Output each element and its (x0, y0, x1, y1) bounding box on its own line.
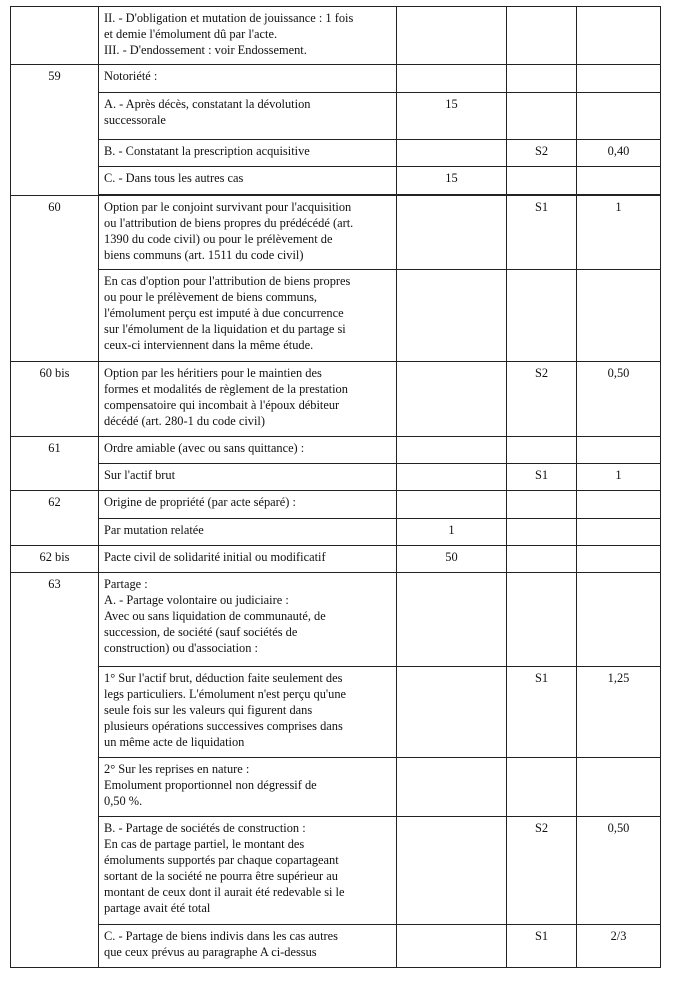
description-cell: Partage : A. - Partage volontaire ou judiciaire : Avec ou sans liquidation de communauté, de succession, de société (sauf sociétés de construction) ou d'association : (99, 573, 397, 667)
table-row (11, 65, 661, 93)
article-number: 60 (11, 196, 99, 362)
description-cell: Origine de propriété (par acte séparé) : (99, 491, 397, 519)
description-cell: B. - Partage de sociétés de construction : En cas de partage partiel, le montant des émoluments supportés par chaque copartageant sortant de la société ne pourra être supérieur au montant de ceux dont il aurait été redevable si le partage avait été total (99, 817, 397, 925)
description-cell: Pacte civil de solidarité initial ou modificatif (99, 546, 397, 573)
table-row (11, 817, 661, 925)
description-cell: II. - D'obligation et mutation de jouissance : 1 fois et demie l'émolument dû par l'acte. III. - D'endossement : voir Endossement. (99, 7, 397, 65)
table-row (11, 546, 661, 573)
table-row (11, 196, 661, 270)
emolument-value: 1 (397, 519, 507, 546)
description-cell: 2° Sur les reprises en nature : Emolument proportionnel non dégressif de 0,50 %. (99, 758, 397, 817)
tranche-value: S2 (507, 140, 577, 167)
rate-cell (577, 7, 661, 65)
article-number: 62 bis (11, 546, 99, 573)
tariff-table (10, 6, 661, 968)
tranche-value: S1 (507, 667, 577, 758)
tranche-value: S1 (507, 925, 577, 968)
table-row (11, 758, 661, 817)
description-cell: B. - Constatant la prescription acquisitive (99, 140, 397, 167)
article-number: 62 (11, 491, 99, 546)
table-row (11, 7, 661, 65)
rate-value: 1,25 (577, 667, 661, 758)
rate-value: 2/3 (577, 925, 661, 968)
emolument-value: 15 (397, 167, 507, 195)
table-row (11, 437, 661, 464)
article-number-cell (11, 7, 99, 65)
description-cell: Sur l'actif brut (99, 464, 397, 491)
table-row (11, 362, 661, 437)
emolument-value: 50 (397, 546, 507, 573)
rate-value: 0,50 (577, 817, 661, 925)
description-cell: Option par les héritiers pour le maintien des formes et modalités de règlement de la prestation compensatoire qui incombait à l'époux débiteur décédé (art. 280-1 du code civil) (99, 362, 397, 437)
table-row (11, 667, 661, 758)
description-cell: C. - Dans tous les autres cas (99, 167, 397, 195)
description-cell: En cas d'option pour l'attribution de biens propres ou pour le prélèvement de biens communs, l'émolument perçu est imputé à due concurrence sur l'émolument de la liquidation et du partage si ceux-ci interviennent dans la même étude. (99, 270, 397, 362)
description-cell: Option par le conjoint survivant pour l'acquisition ou l'attribution de biens propres du prédécédé (art. 1390 du code civil) ou pour le prélèvement de biens communs (art. 1511 du code civil) (99, 196, 397, 270)
rate-value: 0,40 (577, 140, 661, 167)
rate-value: 0,50 (577, 362, 661, 437)
article-number: 63 (11, 573, 99, 968)
table-row (11, 573, 661, 667)
tranche-value: S1 (507, 196, 577, 270)
article-number: 61 (11, 437, 99, 491)
table-row (11, 93, 661, 140)
table-row (11, 270, 661, 362)
description-cell: A. - Après décès, constatant la dévolution successorale (99, 93, 397, 140)
table-row (11, 167, 661, 195)
article-number: 59 (11, 65, 99, 196)
tranche-value: S2 (507, 817, 577, 925)
table-row (11, 140, 661, 167)
tranche-value: S2 (507, 362, 577, 437)
emolument-value: 15 (397, 93, 507, 140)
tranche-cell (507, 7, 577, 65)
tranche-value: S1 (507, 464, 577, 491)
description-cell: 1° Sur l'actif brut, déduction faite seulement des legs particuliers. L'émolument n'est perçu qu'une seule fois sur les valeurs qui figurent dans plusieurs opérations successives comprises dans un même acte de liquidation (99, 667, 397, 758)
description-cell: C. - Partage de biens indivis dans les cas autres que ceux prévus au paragraphe A ci-dessus (99, 925, 397, 968)
description-cell: Notoriété : (99, 65, 397, 93)
description-cell: Par mutation relatée (99, 519, 397, 546)
rate-value: 1 (577, 464, 661, 491)
article-number: 60 bis (11, 362, 99, 437)
emolument-cell (397, 7, 507, 65)
table-row (11, 491, 661, 519)
rate-value: 1 (577, 196, 661, 270)
table-row (11, 464, 661, 491)
description-cell: Ordre amiable (avec ou sans quittance) : (99, 437, 397, 464)
table-row (11, 519, 661, 546)
table-row (11, 925, 661, 968)
